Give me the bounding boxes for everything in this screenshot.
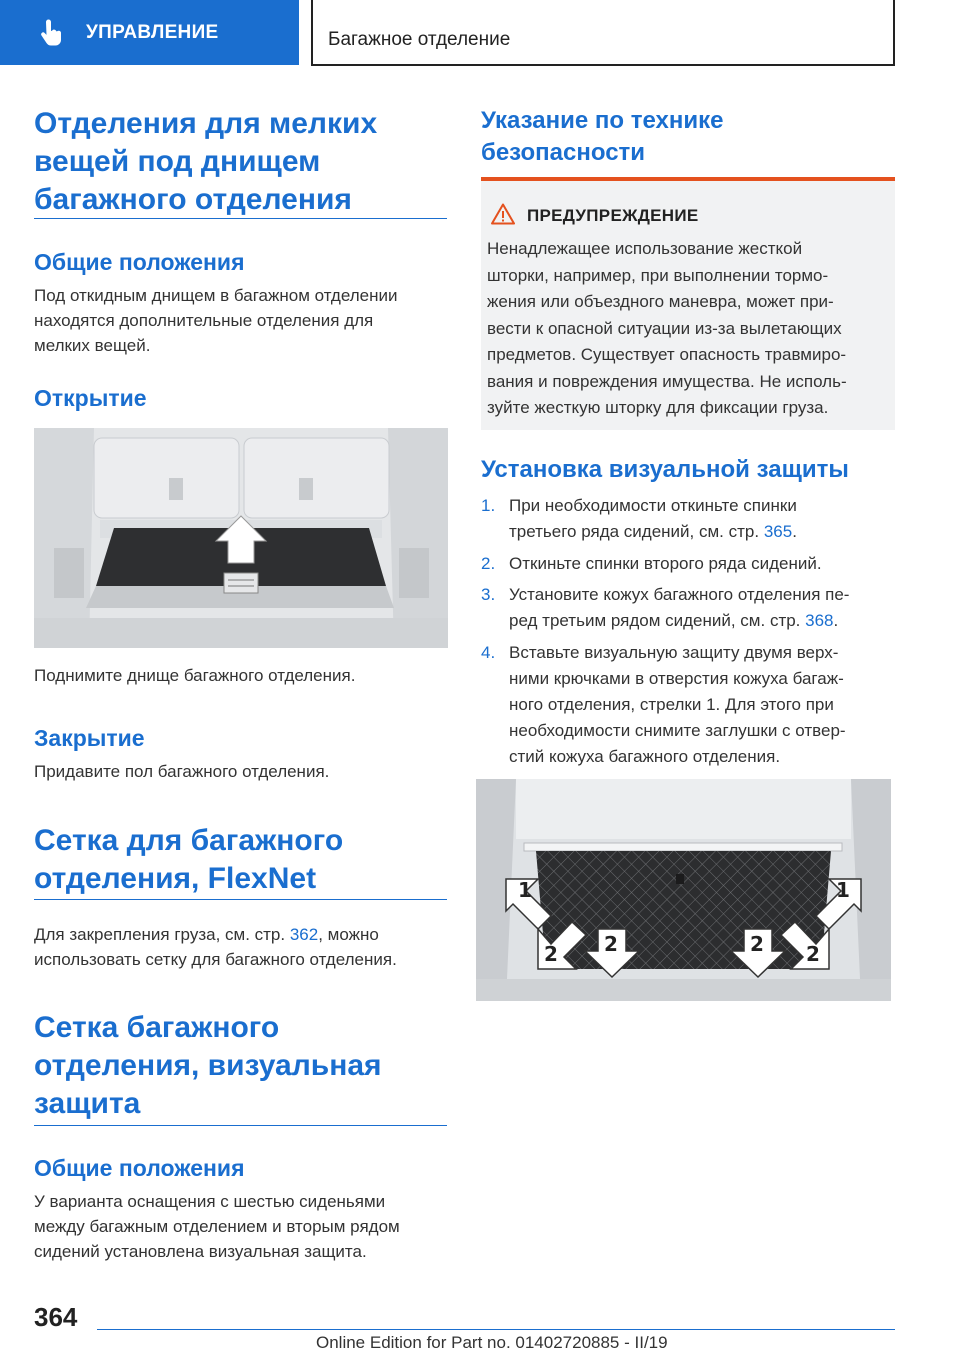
step-text — [509, 551, 895, 577]
step-text — [509, 640, 895, 770]
title-rule — [34, 218, 447, 219]
install-heading: Установка визуальной защиты — [481, 456, 849, 483]
section-tab-label: УПРАВЛЕНИЕ — [86, 22, 219, 43]
text-line: зуйте жесткую шторку для фиксации груза. — [487, 398, 829, 417]
safety-heading — [481, 105, 723, 169]
photo-visual-protection-net — [476, 779, 891, 1001]
step-number: 3. — [481, 585, 496, 604]
section-tab[interactable] — [0, 0, 299, 65]
text-line: Ненадлежащее использование жесткой — [487, 239, 803, 258]
page-link-365[interactable]: 365 — [763, 522, 793, 541]
text-line — [509, 519, 895, 545]
subheading-general-2: Общие положения — [34, 1155, 245, 1181]
text-line: шторки, например, при выполнении тормо- — [487, 265, 829, 285]
chapter-title: Багажное отделение — [328, 29, 511, 50]
subheading-close: Закрытие — [34, 725, 145, 751]
arrow-label: 2 — [544, 942, 558, 966]
text-line: Вставьте визуальную защиту двумя верх- — [509, 643, 839, 662]
text-line: сидений установлена визуальная защита. — [34, 1242, 367, 1261]
section-title-underfloor — [34, 105, 377, 219]
arrow-label: 1 — [836, 878, 850, 902]
text-fragment: . — [833, 611, 839, 630]
arrow-label: 2 — [750, 932, 764, 956]
page-number: 364 — [34, 1302, 78, 1332]
chapter-header — [311, 0, 895, 66]
warning-text — [487, 236, 889, 422]
footer-edition: Online Edition for Part no. 01402720885 - II/19 — [316, 1333, 668, 1352]
text-line: предметов. Существует опасность травмиро- — [487, 345, 847, 364]
text-line: жения или объездного маневра, может при- — [487, 292, 834, 311]
text-line: стий кожуха багажного отделения. — [509, 747, 781, 766]
warning-triangle-icon — [491, 203, 515, 225]
arrow-label: 1 — [518, 878, 532, 902]
subheading-open: Открытие — [34, 385, 147, 411]
title-rule — [34, 899, 447, 900]
net-illustration — [476, 779, 891, 1001]
title-line: защита — [34, 1087, 141, 1120]
footer-rule — [97, 1329, 895, 1330]
step-number: 1. — [481, 496, 496, 515]
page-link-362[interactable]: 362 — [289, 925, 319, 944]
text-line: У варианта оснащения с шестью сиденьями — [34, 1192, 386, 1211]
close-text: Придавите пол багажного отделения. — [34, 762, 330, 781]
text-line: Под откидным днищем в багажном отделении — [34, 286, 398, 305]
text-fragment: Для закрепления груза, см. стр. — [34, 925, 290, 944]
text-line: находятся дополнительные отделения для — [34, 311, 374, 330]
step-number: 4. — [481, 643, 496, 662]
text-line — [509, 608, 895, 634]
text-line: При необходимости откиньте спинки — [509, 496, 797, 515]
title-line: безопасности — [481, 139, 646, 166]
warning-heading: ПРЕДУПРЕЖДЕНИЕ — [527, 206, 699, 225]
text-fragment: , можно — [318, 925, 379, 944]
title-line: отделения, визуальная — [34, 1049, 382, 1082]
section-title-flexnet — [34, 822, 343, 898]
title-line: багажного отделения — [34, 183, 352, 216]
title-line: Отделения для мелких — [34, 107, 378, 140]
text-line: вания и повреждения имущества. Не исполь- — [487, 371, 847, 391]
title-rule — [34, 1125, 447, 1126]
text-fragment: ред третьим рядом сидений, см. стр. — [509, 611, 806, 630]
text-line: необходимости снимите заглушки с отвер- — [509, 721, 846, 740]
text-line: мелких вещей. — [34, 336, 151, 355]
text-line: ними крючками в отверстия кожуха багаж- — [509, 669, 844, 688]
arrow-label: 2 — [604, 932, 618, 956]
subheading-general: Общие положения — [34, 249, 245, 275]
warning-box — [481, 177, 895, 430]
section-title-visual-protection — [34, 1009, 382, 1123]
title-line: Сетка для багажного — [34, 824, 344, 857]
title-line: Указание по технике — [481, 107, 724, 134]
step-text — [509, 493, 895, 545]
text-line: Откиньте спинки второго ряда сидений. — [509, 554, 822, 573]
step-number: 2. — [481, 554, 496, 573]
step-text — [509, 582, 895, 634]
page-link-368[interactable]: 368 — [805, 611, 834, 630]
arrow-label: 2 — [806, 942, 820, 966]
photo1-caption: Поднимите днище багажного отделения. — [34, 666, 356, 685]
title-line: Сетка багажного — [34, 1011, 280, 1044]
text-line: использовать сетку для багажного отделения. — [34, 950, 397, 969]
photo-trunk-floor — [34, 428, 448, 648]
general-text — [34, 283, 447, 358]
text-fragment: . — [792, 522, 797, 541]
general2-text — [34, 1189, 447, 1264]
text-line: ного отделения, стрелки 1. Для этого при — [509, 695, 834, 714]
hand-pointer-icon — [36, 18, 66, 48]
title-line: отделения, FlexNet — [34, 862, 317, 895]
trunk-floor-illustration — [34, 428, 448, 648]
text-line — [34, 922, 447, 947]
text-line: Установите кожух багажного отделения пе- — [509, 585, 850, 604]
flexnet-text — [34, 922, 447, 972]
title-line: вещей под днищем — [34, 145, 321, 178]
text-line: вести к опасной ситуации из-за вылетающих — [487, 318, 842, 338]
text-fragment: третьего ряда сидений, см. стр. — [509, 522, 764, 541]
text-line: между багажным отделением и вторым рядом — [34, 1217, 400, 1236]
